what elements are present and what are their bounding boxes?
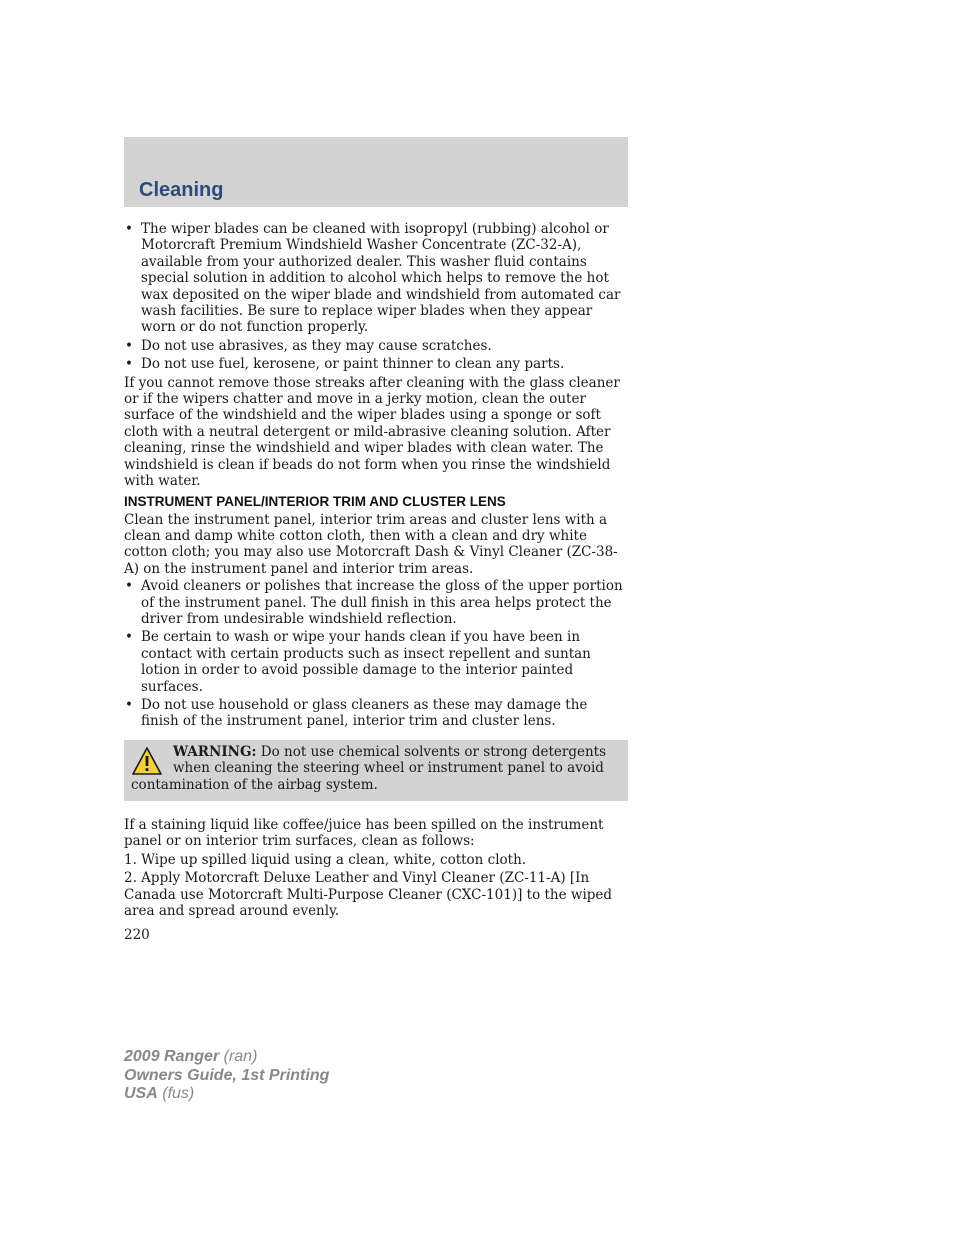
footer-line-guide: [124, 1067, 329, 1086]
page-number: 220: [124, 927, 150, 943]
warning-text: Do not use chemical solvents or strong detergents when cleaning the steering wheel or instrument panel to avoid contamination of the airbag system.: [131, 743, 607, 793]
section-title: Cleaning: [139, 179, 224, 201]
footer-model: 2009 Ranger: [124, 1048, 220, 1065]
bullet-dot-icon: •: [125, 578, 133, 595]
bullet-item: [124, 221, 628, 336]
warning-triangle-icon: [131, 746, 163, 776]
paragraph-staining: If a staining liquid like coffee/juice has been spilled on the instrument panel or on interior trim surfaces, clean as follows:: [124, 817, 604, 850]
section-header-band: [124, 137, 628, 207]
bullet-text: Avoid cleaners or polishes that increase the gloss of the upper portion of the instrument panel. The dull finish in this area helps protect the driver from undesirable windshield reflection.: [141, 578, 623, 627]
footer-market-code: (fus): [162, 1085, 195, 1102]
footer-market: USA: [124, 1085, 158, 1102]
bullet-text: The wiper blades can be cleaned with isopropyl (rubbing) alcohol or Motorcraft Premium Windshield Washer Concentrate (ZC-32-A), available from your authorized dealer. This washer fluid contains special solution in addition to alcohol which helps to remove the hot wax deposited on the wiper blade and windshield from automated car wash facilities. Be sure to replace wiper blades when they appear worn or do not function properly.: [141, 221, 621, 336]
bullet-text: Do not use abrasives, as they may cause scratches.: [141, 337, 492, 354]
bullet-text: Do not use fuel, kerosene, or paint thinner to clean any parts.: [141, 356, 565, 373]
footer-guide: Owners Guide, 1st Printing: [124, 1066, 330, 1084]
bullet-dot-icon: •: [125, 696, 133, 713]
bullet-item: [124, 356, 628, 372]
step-item: 2. Apply Motorcraft Deluxe Leather and Vinyl Cleaner (ZC-11-A) [In Canada use Motorcraft Multi-Purpose Cleaner (CXC-101)] to the wiped area and spread around evenly.: [124, 870, 613, 920]
bullet-text: Be certain to wash or wipe your hands clean if you have been in contact with certain products such as insect repellent and suntan lotion in order to avoid possible damage to the interior painted surfaces.: [141, 629, 591, 695]
bullet-dot-icon: •: [125, 356, 133, 373]
step-item: 1. Wipe up spilled liquid using a clean, white, cotton cloth.: [124, 851, 527, 868]
bullet-dot-icon: •: [125, 629, 133, 646]
bullet-item: [124, 578, 628, 627]
warning-box: [124, 740, 628, 801]
footer-line-model: [124, 1048, 329, 1067]
warning-label: WARNING:: [173, 743, 257, 760]
bullet-item: [124, 338, 628, 354]
bullet-text: Do not use household or glass cleaners as these may damage the finish of the instrument panel, interior trim and cluster lens.: [141, 696, 588, 730]
page-content: [124, 221, 628, 919]
bullet-dot-icon: •: [125, 337, 133, 354]
footer-line-market: [124, 1085, 329, 1104]
footer-imprint: [124, 1048, 329, 1104]
paragraph-streaks: If you cannot remove those streaks after cleaning with the glass cleaner or if the wipers chatter and move in a jerky motion, clean the outer surface of the windshield and the wiper blades using a sponge or soft cloth with a neutral detergent or mild-abrasive cleaning solution. After cleaning, rinse the windshield and wiper blades with clean water. The windshield is clean if beads do not form when you rinse the windshield with water.: [124, 374, 620, 490]
paragraph-instrument: Clean the instrument panel, interior trim areas and cluster lens with a clean and damp white cotton cloth, then with a clean and dry white cotton cloth; you may also use Motorcraft Dash & Vinyl Cleaner (ZC-38-A) on the instrument panel and interior trim areas.: [124, 511, 618, 577]
bullet-dot-icon: •: [125, 221, 133, 237]
bullet-item: [124, 629, 628, 695]
bullet-item: [124, 697, 628, 730]
subheading-instrument-panel: INSTRUMENT PANEL/INTERIOR TRIM AND CLUSTER LENS: [124, 493, 506, 509]
footer-model-code: (ran): [223, 1048, 258, 1065]
